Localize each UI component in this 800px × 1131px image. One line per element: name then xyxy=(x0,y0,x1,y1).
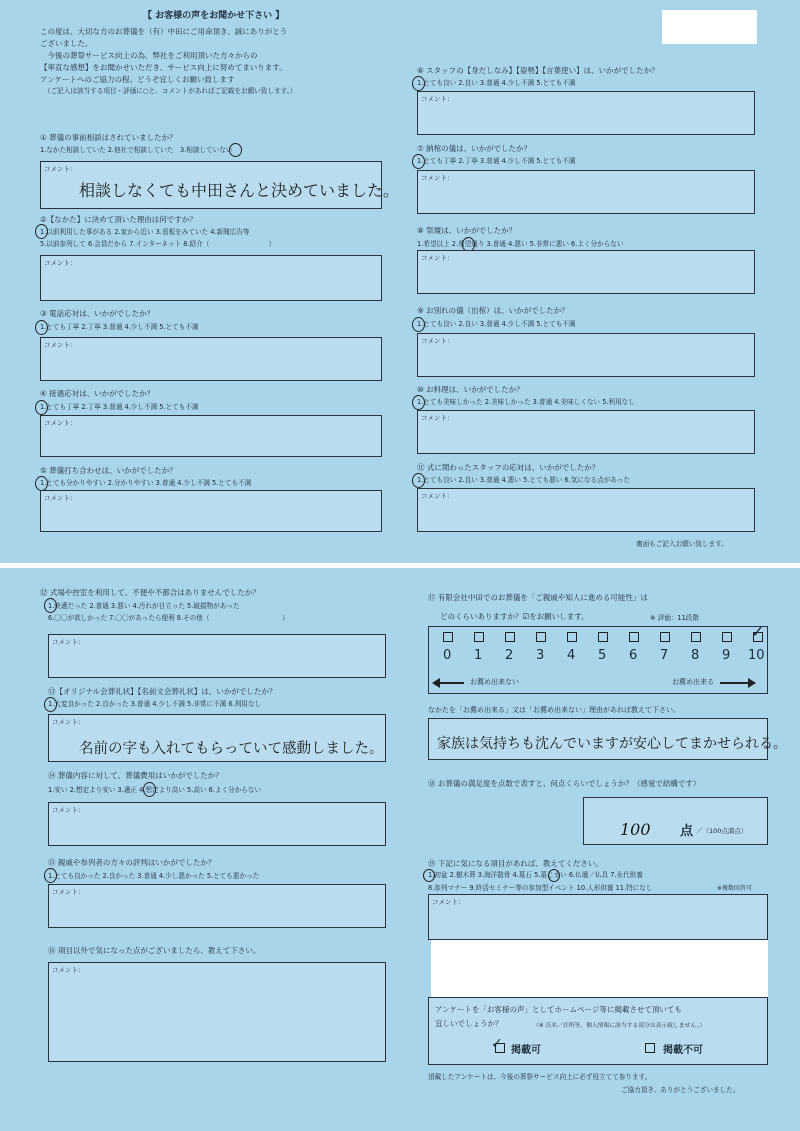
q7-options: 1.とても丁寧 2.丁寧 3.普通 4.少し不満 5.とても不満 xyxy=(417,157,576,165)
closing-line-1: 頂戴したアンケートは、今後の葬祭サービス向上に必ず役立てて参ります。 xyxy=(428,1073,652,1081)
reason-label: なかたを「お薦め出来る」又は「お薦め出来ない」理由があれば教えて下さい。 xyxy=(428,706,680,714)
q8-comment-box[interactable] xyxy=(417,250,755,294)
q15-comment-box[interactable] xyxy=(48,884,386,928)
scale-checkbox-4[interactable] xyxy=(567,632,577,642)
scale-left-label: お薦め出来ない xyxy=(470,678,519,686)
q17-scale-note: ※ 評価：11段階 xyxy=(650,614,699,622)
scale-right-label: お薦め出来る xyxy=(672,678,714,686)
comment-label: コメント： xyxy=(44,165,77,173)
q9-label: ⑨ お別れの儀（出棺）は、いかがでしたか？ xyxy=(417,306,569,315)
q2-comment-box[interactable] xyxy=(40,255,382,301)
comment-label: コメント： xyxy=(421,254,454,262)
intro-line-3: 今後の葬祭サービス向上の為、弊社をご利用頂いた方々からの xyxy=(40,51,258,60)
publish-no-checkbox[interactable] xyxy=(645,1043,655,1053)
publish-note: （※ 氏名／住所等、個人情報に該当する部分は表示致しません。） xyxy=(533,1023,706,1029)
q4-selection-circle xyxy=(35,400,48,415)
q12-comment-box[interactable] xyxy=(48,634,386,678)
q3-label: ③ 電話応対は、いかがでしたか？ xyxy=(40,309,155,318)
publish-yes-label: 掲載可 xyxy=(511,1045,541,1056)
publish-text-1: アンケートを「お客様の声」としてホームページ等に掲載させて頂いても xyxy=(435,1005,682,1014)
survey-page-back xyxy=(0,568,800,1131)
scale-checkbox-3[interactable] xyxy=(536,632,546,642)
q1-selection-circle xyxy=(229,143,242,157)
comment-label: コメント： xyxy=(52,888,85,896)
q13-handwritten-comment: 名前の字も入れてもらっていて感動しました。 xyxy=(79,741,384,757)
q12-options: 1.快適だった 2.普通 3.悪い 4.汚れが目立った 5.破損物があった xyxy=(48,602,240,610)
comment-label: コメント： xyxy=(52,638,85,646)
q11-selection-circle xyxy=(412,473,425,488)
q6-label: ⑥ スタッフの【身だしなみ】【姿勢】【言葉使い】は、いかがでしたか？ xyxy=(417,66,659,75)
q9-options: 1.とても良い 2.良い 3.普通 4.少し不満 5.とても不満 xyxy=(417,320,576,328)
publish-no-label: 掲載不可 xyxy=(663,1045,703,1056)
q4-comment-box[interactable] xyxy=(40,415,382,457)
intro-line-1: この度は、大切な方のお葬儀を（有）中田にご用命頂き、誠にありがとう xyxy=(40,27,288,36)
q4-options: 1.とても丁寧 2.丁寧 3.普通 4.少し不満 5.とても不満 xyxy=(40,403,199,411)
q15-label: ⑮ 親戚や参列者の方々の評判はいかがでしたか？ xyxy=(48,858,216,867)
scale-checkbox-7[interactable] xyxy=(660,632,670,642)
q16-label: ⑯ 項目以外で気になった点がございましたら、教えて下さい。 xyxy=(48,946,261,955)
check-mark-icon: ✓ xyxy=(491,1036,503,1052)
q1-comment-box[interactable] xyxy=(40,161,400,209)
q5-comment-box[interactable] xyxy=(40,490,382,532)
q19-selection-circle-4 xyxy=(548,869,560,882)
q10-selection-circle xyxy=(412,395,425,410)
scale-checkbox-9[interactable] xyxy=(722,632,732,642)
scale-checkbox-1[interactable] xyxy=(474,632,484,642)
q11-options: 1.とても良い 2.良い 3.普通 4.悪い 5.とても悪い 6.気になる点があった xyxy=(417,476,631,484)
continue-on-back-note: 裏面もご記入お願い致します。 xyxy=(636,540,728,548)
closing-line-2: ご協力頂き、ありがとうございました。 xyxy=(621,1086,740,1094)
q2-label: ②【なかた】に決めて頂いた理由は何ですか？ xyxy=(40,215,197,224)
q14-selection-circle xyxy=(143,782,156,797)
scale-number-6: 6 xyxy=(629,648,638,663)
arrow-left-icon xyxy=(436,682,464,684)
q19-label: ⑲ 下記に気になる項目があれば、教えてください。 xyxy=(428,859,603,868)
reason-comment-box[interactable] xyxy=(428,718,787,760)
intro-line-2: ございました。 xyxy=(40,39,93,48)
arrow-right-icon xyxy=(720,682,750,684)
scale-number-1: 1 xyxy=(474,648,483,663)
q1-handwritten-comment: 相談しなくても中田さんと決めていました。 xyxy=(79,181,400,200)
q9-selection-circle xyxy=(412,317,425,332)
q3-comment-box[interactable] xyxy=(40,337,382,381)
scale-number-2: 2 xyxy=(505,648,514,663)
q9-comment-box[interactable] xyxy=(417,333,755,377)
q5-label: ⑤ 葬儀打ち合わせは、いかがでしたか？ xyxy=(40,466,177,475)
comment-label: コメント： xyxy=(52,718,85,726)
publish-text-2: 宜しいでしょうか？ xyxy=(435,1019,503,1028)
q3-options: 1.とても丁寧 2.丁寧 3.普通 4.少し不満 5.とても不満 xyxy=(40,323,199,331)
scale-number-8: 8 xyxy=(691,648,700,663)
survey-title: 【 お客様の声をお聞かせ下さい 】 xyxy=(143,11,285,21)
scale-checkbox-5[interactable] xyxy=(598,632,608,642)
q3-selection-circle xyxy=(35,320,48,335)
scale-number-10: 10 xyxy=(748,648,765,663)
q12-selection-circle xyxy=(44,598,57,613)
arrow-left-head-icon xyxy=(432,678,440,688)
q18-unit: 点 xyxy=(680,824,694,839)
q2-options-2: 5.以前参列して 6.会員だから 7.インターネット 8.紹介（ ） xyxy=(40,240,276,248)
scale-number-0: 0 xyxy=(443,648,452,663)
q18-label: ⑱ お葬儀の満足度を点数で表すと、何点くらいでしょうか？（感覚で結構です） xyxy=(428,779,701,788)
survey-page-front xyxy=(0,0,800,563)
q10-label: ⑩ お料理は、いかがでしたか？ xyxy=(417,385,524,394)
q4-label: ④ 接遇応対は、いかがでしたか？ xyxy=(40,389,155,398)
q1-options: 1.なかた相談していた 2.他社で相談していた 3.相談していない xyxy=(40,146,233,154)
q7-selection-circle xyxy=(412,154,425,169)
comment-label: コメント： xyxy=(52,966,85,974)
q10-options: 1.とても美味しかった 2.美味しかった 3.普通 4.美味しくない 5.利用なし xyxy=(417,398,635,406)
comment-label: コメント： xyxy=(421,174,454,182)
scale-check-mark-icon: ✓ xyxy=(751,622,765,641)
scale-number-5: 5 xyxy=(598,648,607,663)
q6-selection-circle xyxy=(412,76,425,91)
comment-label: コメント： xyxy=(52,806,85,814)
comment-label: コメント： xyxy=(44,259,77,267)
scale-number-3: 3 xyxy=(536,648,545,663)
q10-comment-box[interactable] xyxy=(417,410,755,454)
q15-options: 1.とても良かった 2.良かった 3.普通 4.少し悪かった 5.とても悪かった xyxy=(48,872,260,880)
intro-line-4: 【率直な感想】をお聞かせいただき、サービス向上に努めてまいります。 xyxy=(40,63,287,72)
q13-selection-circle xyxy=(44,697,57,712)
q16-comment-box[interactable] xyxy=(48,962,386,1062)
q7-label: ⑦ 納棺の儀は、いかがでしたか？ xyxy=(417,144,532,153)
comment-label: コメント： xyxy=(421,492,454,500)
q2-selection-circle xyxy=(35,224,48,239)
q11-label: ⑪ 式に関わったスタッフの応対は、いかがでしたか？ xyxy=(417,463,600,472)
q19-comment-box[interactable] xyxy=(428,894,768,940)
comment-label: コメント： xyxy=(432,898,465,906)
scale-checkbox-6[interactable] xyxy=(629,632,639,642)
q13-label: ⑬【オリジナル会葬礼状】【名前文会葬礼状】は、いかがでしたか？ xyxy=(48,687,277,696)
q18-handwritten-score: 100 xyxy=(620,820,651,839)
comment-label: コメント： xyxy=(44,494,77,502)
q7-comment-box[interactable] xyxy=(417,170,755,214)
intro-line-5: アンケートへのご協力の程、どうぞ宜しくお願い致します xyxy=(40,75,235,84)
arrow-right-head-icon xyxy=(748,678,756,688)
q14-options: 1.安い 2.想定より安い 3.適正 4.想定より高い 5.高い 6.よく分からない xyxy=(48,786,262,794)
q5-options: 1.とても分かりやすい 2.分かりやすい 3.普通 4.少し不満 5.とても不満 xyxy=(40,479,252,487)
q1-label: ① 葬儀の事前相談はされていましたか？ xyxy=(40,133,177,142)
redacted-area xyxy=(431,940,768,998)
publish-consent-box xyxy=(428,997,768,1065)
q18-unit-note: ／（100点満点） xyxy=(696,827,748,835)
q14-label: ⑭ 葬儀内容に対して、葬儀費用はいかがでしたか？ xyxy=(48,771,223,780)
comment-label: コメント： xyxy=(421,337,454,345)
redacted-area xyxy=(662,10,757,44)
q12-label: ⑫ 式場や控室を利用して、不便や不都合はありませんでしたか？ xyxy=(40,588,260,597)
q19-selection-circle-1 xyxy=(423,869,435,882)
scale-checkbox-8[interactable] xyxy=(691,632,701,642)
comment-label: コメント： xyxy=(44,419,77,427)
q19-note: ※複数回答可 xyxy=(717,885,753,892)
q5-selection-circle xyxy=(35,476,48,491)
scale-number-9: 9 xyxy=(722,648,731,663)
intro-line-6: （ご記入は該当する項目・評価に○と、コメントがあればご記載をお願い致します。） xyxy=(44,87,297,95)
q13-options: 1.大変良かった 2.良かった 3.普通 4.少し不満 5.非常に不満 6.利用なし xyxy=(48,700,262,708)
q19-options-2: 8.参列マナー 9.終活セミナー等の参加型イベント 10.人形供養 11.特になし xyxy=(428,884,653,892)
q12-options-2: 6.〇〇が欲しかった 7.〇〇があったら便利 8.その他（ ） xyxy=(48,614,289,622)
scale-number-7: 7 xyxy=(660,648,669,663)
scale-checkbox-2[interactable] xyxy=(505,632,515,642)
q18-score-box[interactable] xyxy=(583,797,768,845)
q11-comment-box[interactable] xyxy=(417,488,755,532)
q6-options: 1.とても良い 2.良い 3.普通 4.少し不満 5.とても不満 xyxy=(417,79,576,87)
comment-label: コメント： xyxy=(44,341,77,349)
q14-comment-box[interactable] xyxy=(48,802,386,846)
scale-number-4: 4 xyxy=(567,648,576,663)
reason-handwritten-comment: 家族は気持ちも沈んでいますが安心してまかせられる。 xyxy=(437,736,787,752)
q6-comment-box[interactable] xyxy=(417,91,755,135)
comment-label: コメント： xyxy=(421,414,454,422)
q15-selection-circle xyxy=(44,868,57,883)
q2-options: 1.以前利用した事がある 2.家から近い 3.看板をみていた 4.新聞広告等 xyxy=(40,228,250,236)
scale-checkbox-0[interactable] xyxy=(443,632,453,642)
q17-label: ⑰ 有限会社中田でのお葬儀を「ご親戚や知人に進める可能性」は xyxy=(428,593,648,602)
q8-options: 1.希望以上 2.希望通り 3.普通 4.悪い 5.非常に悪い 6.よく分からない xyxy=(417,240,624,248)
q13-comment-box[interactable] xyxy=(48,714,386,762)
q8-label: ⑧ 祭壇は、いかがでしたか？ xyxy=(417,226,517,235)
q17-label-2: どのくらいありますか？☑をお願いします。 xyxy=(440,612,589,621)
q19-options: 1.初盆 2.樹木葬 3.海洋散骨 4.墓石 5.墓じまい 6.仏壇／仏具 7.永代供養 xyxy=(428,871,643,879)
comment-label: コメント： xyxy=(421,95,454,103)
